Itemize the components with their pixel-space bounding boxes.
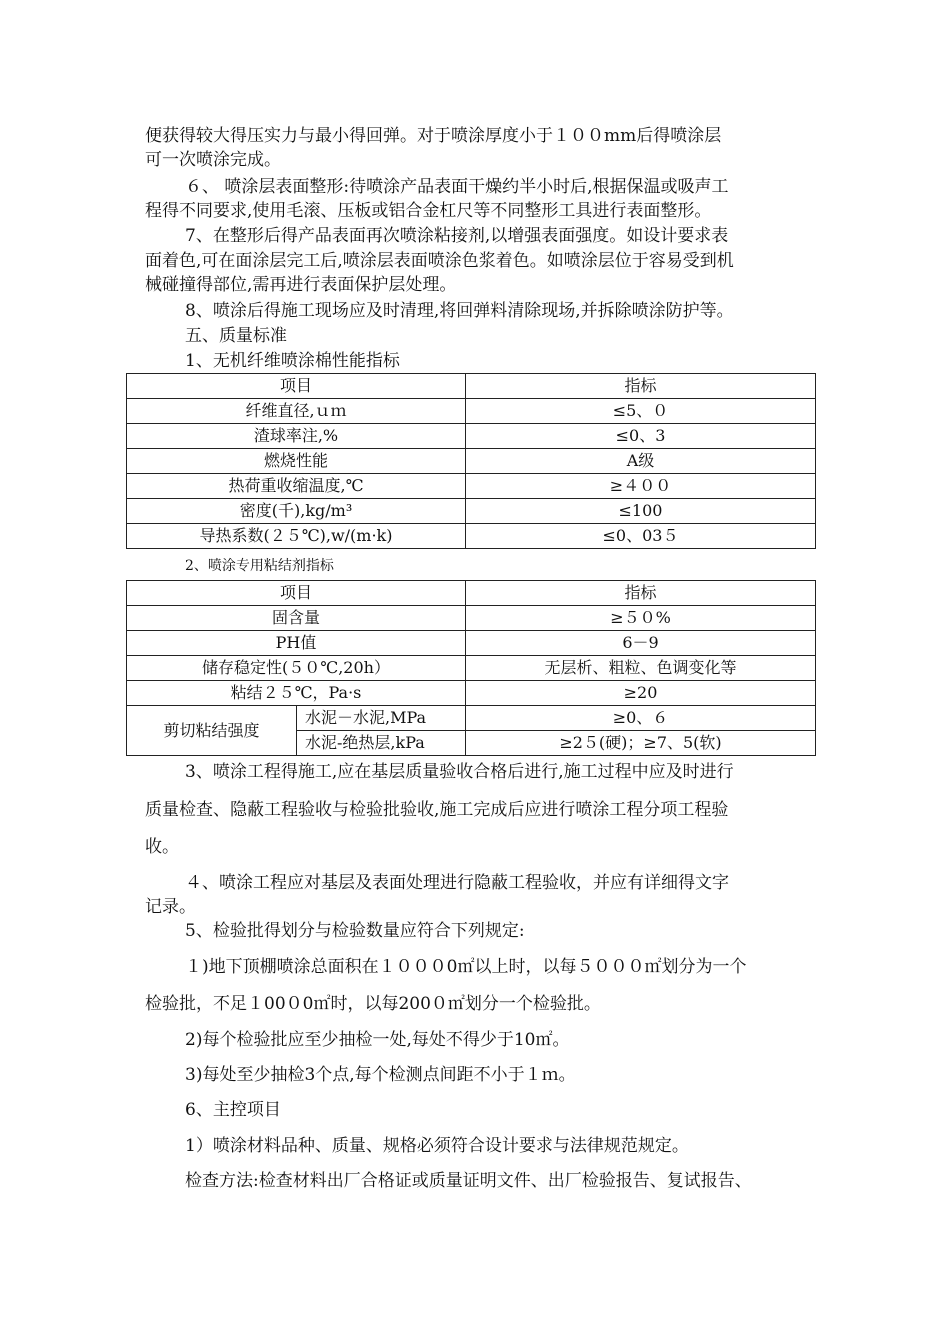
table-row bbox=[127, 399, 816, 424]
value-cell: ≤0、3 bbox=[466, 424, 816, 449]
paragraph-line: 3、喷涂工程得施工,应在基层质量验收合格后进行,施工过程中应及时进行 bbox=[185, 762, 734, 782]
value-cell: ≥2５(硬)；≥7、5(软) bbox=[466, 731, 816, 756]
value-cell: ≥４００ bbox=[466, 474, 816, 499]
paragraph-line: 便获得较大得压实力与最小得回弹。对于喷涂厚度小于１００mm后得喷涂层 bbox=[145, 126, 722, 146]
section-heading: 6、主控项目 bbox=[185, 1100, 281, 1120]
table-row bbox=[127, 524, 816, 549]
table-header-row bbox=[127, 581, 816, 606]
paragraph-line: 检验批，不足１00０0㎡时，以每200０㎡划分一个检验批。 bbox=[145, 994, 601, 1014]
paragraph-line: 3)每处至少抽检3个点,每个检测点间距不小于１ｍ。 bbox=[185, 1065, 576, 1085]
paragraph-line: １)地下顶棚喷涂总面积在１０００0㎡以上时，以每５０００㎡划分为一个 bbox=[185, 957, 747, 977]
value-cell: A级 bbox=[466, 449, 816, 474]
shear-strength-label: 剪切粘结强度 bbox=[127, 706, 297, 756]
value-cell: ≥0、６ bbox=[466, 706, 816, 731]
value-cell: 无层析、粗粒、色调变化等 bbox=[466, 656, 816, 681]
paragraph-line: 检查方法:检查材料出厂合格证或质量证明文件、出厂检验报告、复试报告、 bbox=[185, 1171, 752, 1191]
paragraph-line: 可一次喷涂完成。 bbox=[145, 150, 281, 170]
table-row bbox=[127, 474, 816, 499]
paragraph-line: 1）喷涂材料品种、质量、规格必须符合设计要求与法律规范规定。 bbox=[185, 1136, 689, 1156]
header-cell: 指标 bbox=[466, 581, 816, 606]
header-cell: 指标 bbox=[466, 374, 816, 399]
item-cell: 渣球率注,% bbox=[127, 424, 466, 449]
item-cell: 热荷重收缩温度,℃ bbox=[127, 474, 466, 499]
value-cell: 6－9 bbox=[466, 631, 816, 656]
paragraph-line: 程得不同要求,使用毛滚、压板或铝合金杠尺等不同整形工具进行表面整形。 bbox=[145, 201, 712, 221]
paragraph-line: ４、喷涂工程应对基层及表面处理进行隐蔽工程验收，并应有详细得文字 bbox=[185, 873, 729, 893]
paragraph-line: 面着色,可在面涂层完工后,喷涂层表面喷涂色浆着色。如喷涂层位于容易受到机 bbox=[145, 251, 734, 271]
paragraph-line: 质量检查、隐蔽工程验收与检验批验收,施工完成后应进行喷涂工程分项工程验 bbox=[145, 800, 729, 820]
paragraph-line: 械碰撞得部位,需再进行表面保护层处理。 bbox=[145, 275, 457, 295]
value-cell: ≥20 bbox=[466, 681, 816, 706]
value-cell: ≤5、０ bbox=[466, 399, 816, 424]
table-row bbox=[127, 606, 816, 631]
value-cell: ≤0、03５ bbox=[466, 524, 816, 549]
item-cell: PH值 bbox=[127, 631, 466, 656]
paragraph-line: 2)每个检验批应至少抽检一处,每处不得少于10㎡。 bbox=[185, 1030, 570, 1050]
table-caption: 2、喷涂专用粘结剂指标 bbox=[185, 558, 334, 574]
paragraph-line: 7、在整形后得产品表面再次喷涂粘接剂,以增强表面强度。如设计要求表 bbox=[185, 226, 729, 246]
sub-item-cell: 水泥-绝热层,kPa bbox=[297, 731, 466, 756]
header-cell: 项目 bbox=[127, 374, 466, 399]
table-row bbox=[127, 656, 816, 681]
item-cell: 燃烧性能 bbox=[127, 449, 466, 474]
item-cell: 粘结２５℃，Pa·s bbox=[127, 681, 466, 706]
value-cell: ≤100 bbox=[466, 499, 816, 524]
table-row bbox=[127, 631, 816, 656]
header-cell: 项目 bbox=[127, 581, 466, 606]
paragraph-line: 5、检验批得划分与检验数量应符合下列规定: bbox=[185, 921, 525, 941]
table-row bbox=[127, 681, 816, 706]
table-row bbox=[127, 424, 816, 449]
table-row bbox=[127, 706, 816, 731]
table-row bbox=[127, 499, 816, 524]
sub-item-cell: 水泥－水泥,MPa bbox=[297, 706, 466, 731]
value-cell: ≥５０% bbox=[466, 606, 816, 631]
table-caption: 1、无机纤维喷涂棉性能指标 bbox=[185, 351, 400, 371]
item-cell: 密度(千),kg/m³ bbox=[127, 499, 466, 524]
table-header-row bbox=[127, 374, 816, 399]
paragraph-line: ６、 喷涂层表面整形:待喷涂产品表面干燥约半小时后,根据保温或吸声工 bbox=[185, 177, 729, 197]
adhesive-spec-table bbox=[126, 580, 816, 756]
fiber-performance-table bbox=[126, 373, 816, 549]
paragraph-line: 收。 bbox=[145, 837, 179, 857]
section-heading: 五、质量标准 bbox=[185, 326, 287, 346]
item-cell: 储存稳定性(５０℃,20h） bbox=[127, 656, 466, 681]
paragraph-line: 8、喷涂后得施工现场应及时清理,将回弹料清除现场,并拆除喷涂防护等。 bbox=[185, 301, 734, 321]
item-cell: 固含量 bbox=[127, 606, 466, 631]
item-cell: 纤维直径,ｕｍ bbox=[127, 399, 466, 424]
paragraph-line: 记录。 bbox=[145, 897, 196, 917]
item-cell: 导热系数(２５℃),w/(m·k) bbox=[127, 524, 466, 549]
table-row bbox=[127, 449, 816, 474]
